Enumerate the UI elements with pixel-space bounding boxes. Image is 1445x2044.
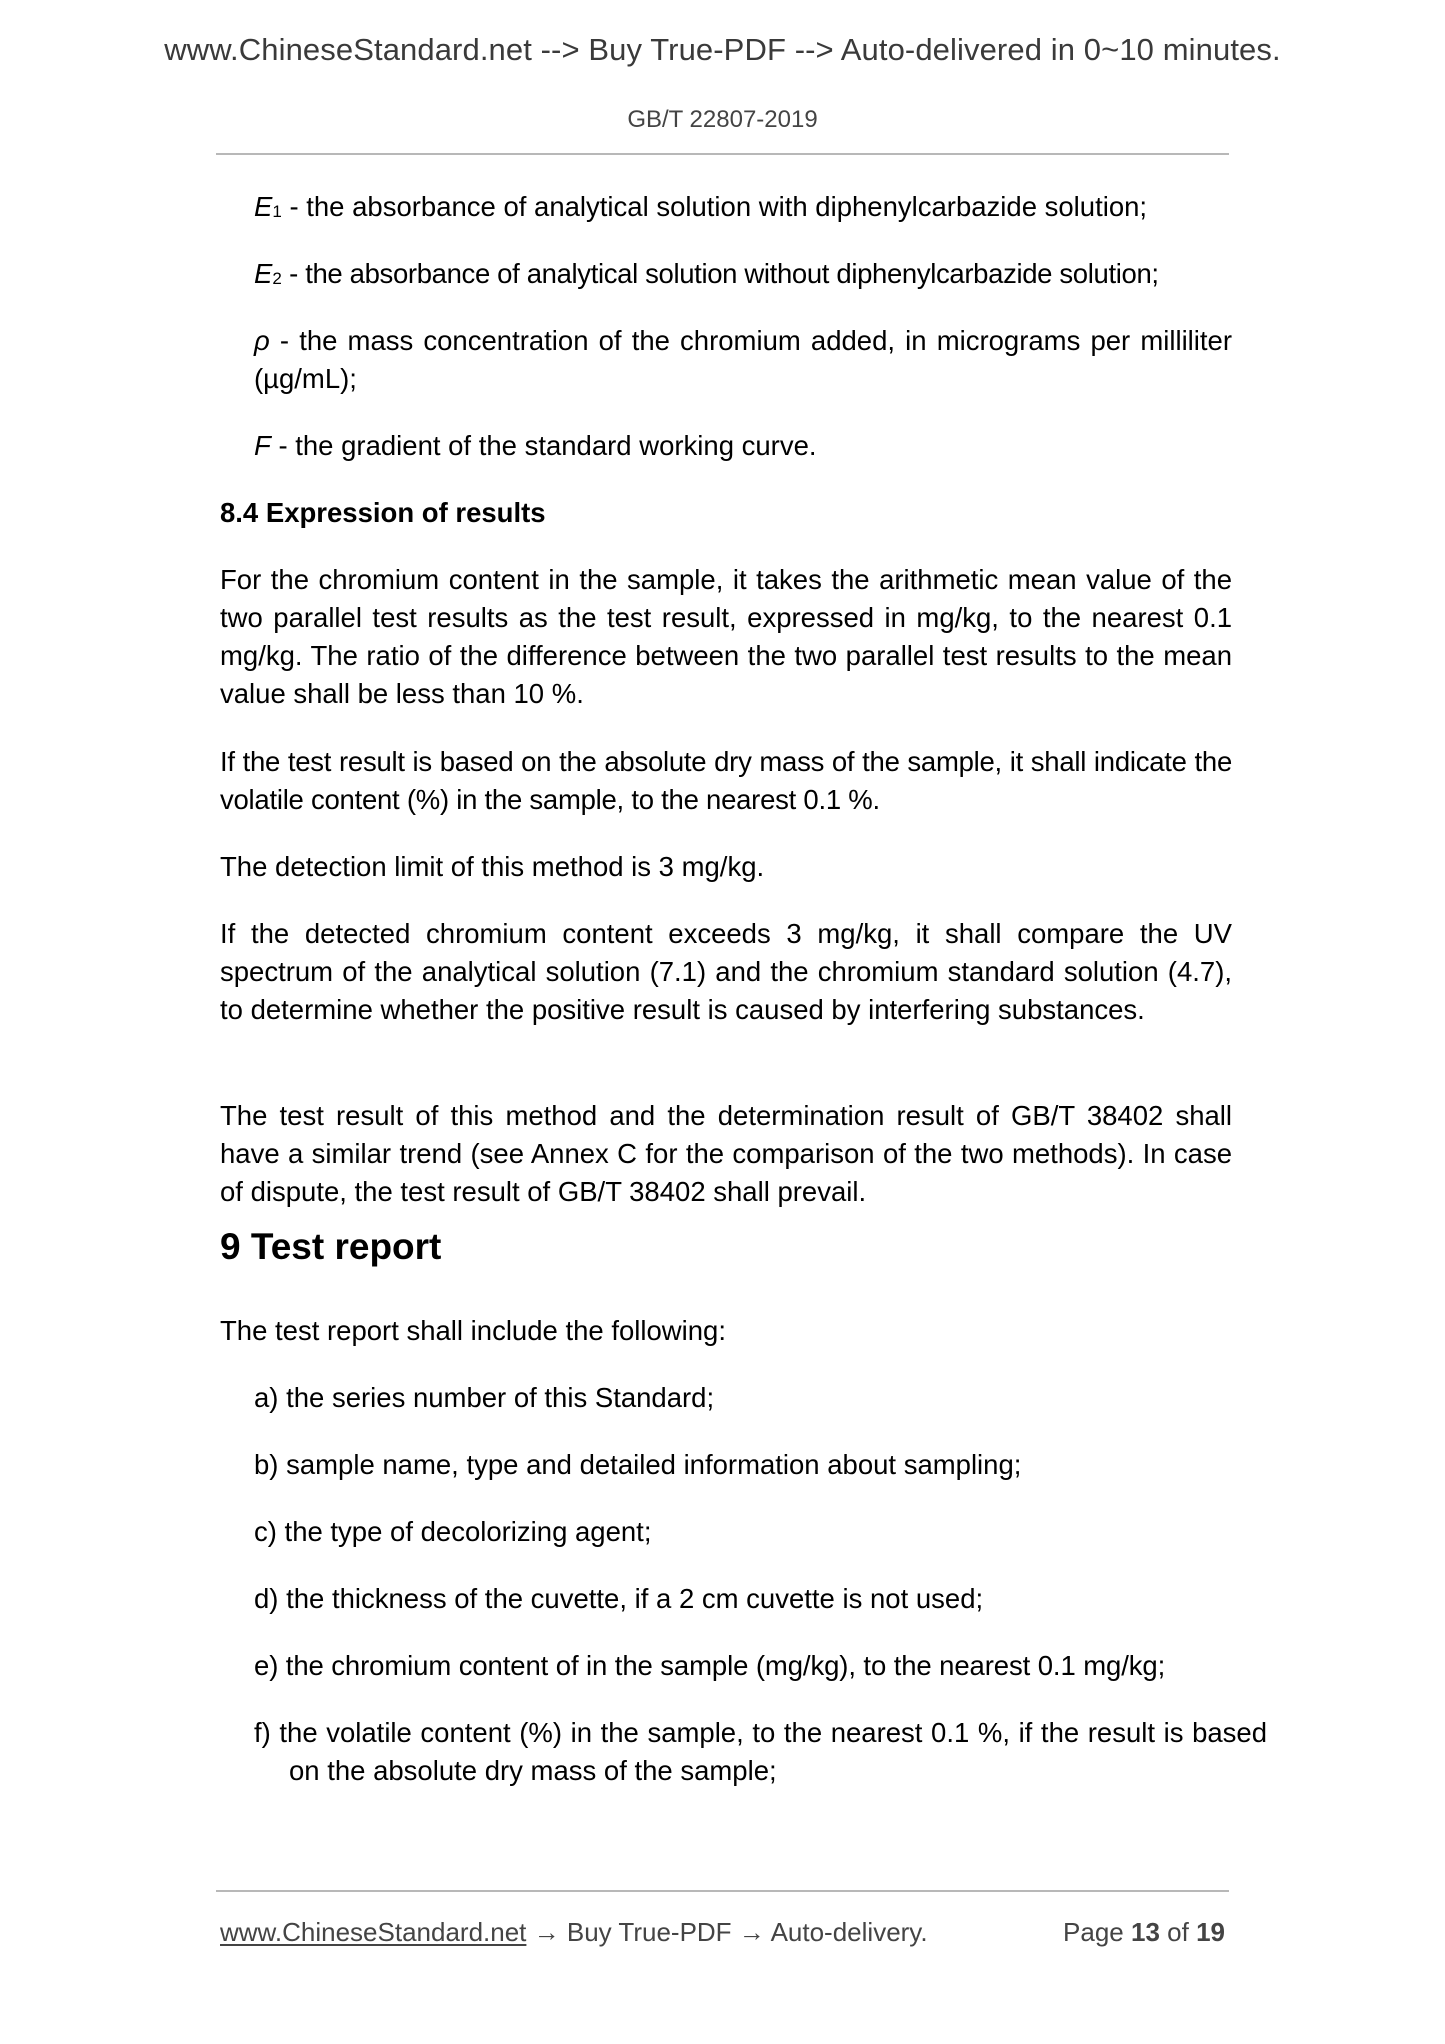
paragraph-detection-limit: The detection limit of this method is 3 mg/kg. xyxy=(220,851,765,882)
definition-rho xyxy=(254,322,1232,398)
page-current: 13 xyxy=(1131,1917,1160,1947)
symbol: E xyxy=(254,258,273,289)
definition-e1 xyxy=(254,188,1232,231)
definition-f xyxy=(254,427,1232,465)
document-code: GB/T 22807-2019 xyxy=(627,106,818,133)
list-item-a: a) the series number of this Standard; xyxy=(254,1382,715,1413)
list-item-d: d) the thickness of the cuvette, if a 2 cm cuvette is not used; xyxy=(254,1583,984,1614)
list-item-f: f) the volatile content (%) in the sample, to the nearest 0.1 %, if the result is based on the absolute dry mass of the sample; xyxy=(254,1717,1267,1786)
definition-e2 xyxy=(254,255,1232,298)
website-link[interactable]: www.ChineseStandard.net xyxy=(220,1917,527,1947)
paragraph-mean-value: For the chromium content in the sample, it takes the arithmetic mean value of the two parallel test results as the test result, expressed in mg/kg, to the nearest 0.1 mg/kg. The ratio of the difference between the two parallel test results to the mean value shall be less than 10 %. xyxy=(220,564,1232,709)
definition-text: - the absorbance of analytical solution with diphenylcarbazide solution; xyxy=(281,191,1148,222)
symbol: F xyxy=(254,430,271,461)
definition-text: - the absorbance of analytical solution without diphenylcarbazide solution; xyxy=(281,258,1159,289)
page-total: 19 xyxy=(1196,1917,1225,1947)
definition-text: - the gradient of the standard working curve. xyxy=(270,430,817,461)
list-item-c: c) the type of decolorizing agent; xyxy=(254,1516,652,1547)
list-item-b: b) sample name, type and detailed information about sampling; xyxy=(254,1449,1022,1480)
subscript: 2 xyxy=(272,269,282,288)
symbol: E xyxy=(254,191,273,222)
symbol: ρ xyxy=(254,325,270,356)
definition-text: - the mass concentration of the chromium added, in micrograms per milliliter (µg/mL); xyxy=(254,325,1232,394)
paragraph-gb-comparison: The test result of this method and the determination result of GB/T 38402 shall have a similar trend (see Annex C for the comparison of the two methods). In case of dispute, the test result of GB/T 38402 shall prevail. xyxy=(220,1100,1232,1207)
paragraph-uv-spectrum: If the detected chromium content exceeds 3 mg/kg, it shall compare the UV spectrum of the analytical solution (7.1) and the chromium standard solution (4.7), to determine whether the positive result is caused by interfering substances. xyxy=(220,918,1232,1025)
footer-divider xyxy=(216,1890,1229,1892)
page-footer xyxy=(220,1917,1225,1948)
footer-tagline: → Buy True-PDF → Auto-delivery. xyxy=(526,1917,928,1947)
list-item-e: e) the chromium content of in the sample (mg/kg), to the nearest 0.1 mg/kg; xyxy=(254,1650,1166,1681)
section-heading-9: 9 Test report xyxy=(220,1226,442,1267)
page-indicator xyxy=(1063,1917,1225,1948)
header-divider xyxy=(216,153,1229,155)
test-report-intro: The test report shall include the following: xyxy=(220,1315,726,1346)
section-heading-8-4: 8.4 Expression of results xyxy=(220,497,546,528)
subscript: 1 xyxy=(272,202,282,221)
promo-banner: www.ChineseStandard.net --> Buy True-PDF --> Auto-delivered in 0~10 minutes. xyxy=(164,32,1281,67)
page-label: Page xyxy=(1063,1917,1124,1947)
paragraph-dry-mass: If the test result is based on the absolute dry mass of the sample, it shall indicate the volatile content (%) in the sample, to the nearest 0.1 %. xyxy=(220,746,1232,815)
page-of: of xyxy=(1167,1917,1189,1947)
